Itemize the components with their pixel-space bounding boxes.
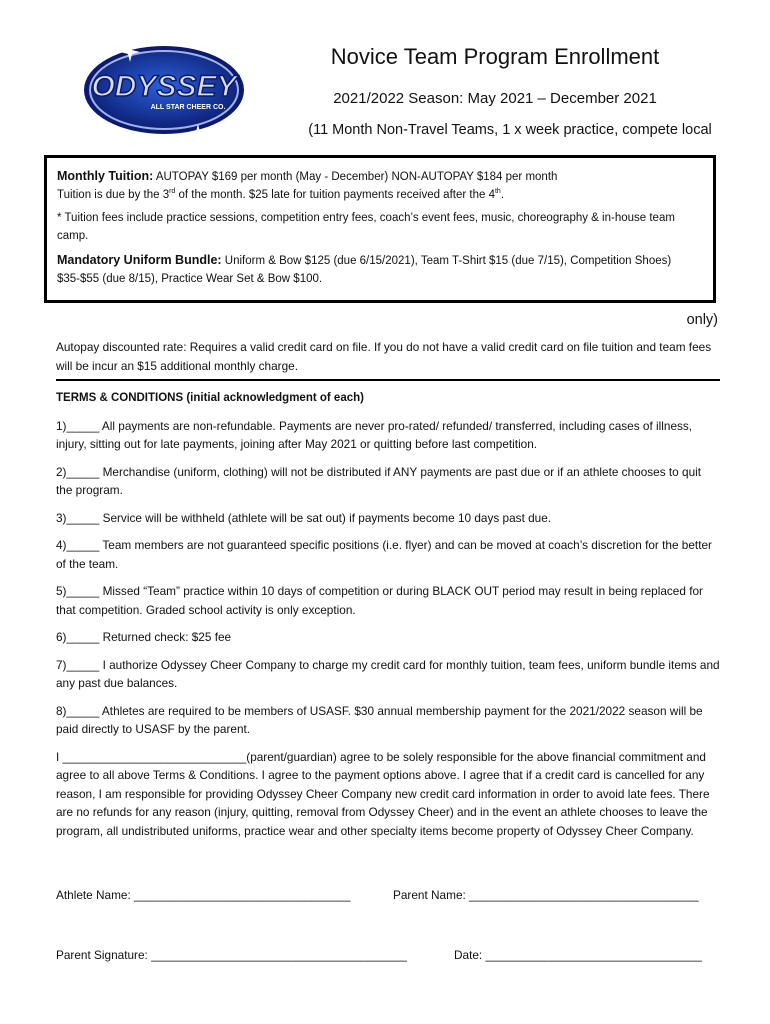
terms-heading: TERMS & CONDITIONS (initial acknowledgment of each): [56, 392, 364, 404]
page-title: Novice Team Program Enrollment: [330, 44, 660, 69]
tuition-box: [44, 155, 716, 303]
term-item: 7)_____ I authorize Odyssey Cheer Company to charge my credit card for monthly tuition, team fees, uniform bundle items and any past due balances.: [56, 657, 720, 690]
program-description: (11 Month Non-Travel Teams, 1 x week practice, compete local: [308, 122, 712, 138]
term-item: 2)_____ Merchandise (uniform, clothing) will not be distributed if ANY payments are past due or if an athlete chooses to quit the program.: [56, 464, 702, 497]
sup-rd: rd: [169, 188, 176, 196]
tuition-due-a: Tuition is due by the 3: [57, 189, 170, 201]
term-item: 4)_____ Team members are not guaranteed specific positions (i.e. flyer) and can be moved at coach’s discretion for the better of the team.: [56, 538, 712, 571]
uniform-label: Mandatory Uniform Bundle:: [57, 253, 222, 267]
logo-wordmark: ODYSSEY: [91, 70, 237, 103]
athlete-name-field[interactable]: Athlete Name: _________________________________: [56, 888, 351, 902]
term-item: 3)_____ Service will be withheld (athlete will be sat out) if payments become 10 days past due.: [56, 510, 552, 525]
parent-name-field[interactable]: Parent Name: ___________________________________: [393, 888, 699, 902]
term-item: 8)_____ Athletes are required to be members of USASF. $30 annual membership payment for the 2021/2022 season will be paid directly to USASF by the parent.: [56, 703, 703, 736]
autopay-note: Autopay discounted rate: Requires a valid credit card on file. If you do not have a valid credit card on file tuition and team fees will be incur an $15 additional monthly charge.: [56, 340, 712, 373]
document-body: [56, 338, 720, 849]
season-line: 2021/2022 Season: May 2021 – December 2021: [333, 90, 657, 107]
term-item: 1)_____ All payments are non-refundable. Payments are never pro-rated/ refunded/ transferred, including cases of illness, injury, sitting out for late payments, joining after May 2021 or quitting before last competition.: [56, 418, 693, 451]
sup-th: th: [494, 188, 501, 196]
odyssey-logo: [80, 36, 248, 140]
tuition-text: AUTOPAY $169 per month (May - December) NON-AUTOPAY $184 per month: [153, 171, 558, 183]
logo-tagline: ALL STAR CHEER CO.: [150, 104, 226, 111]
tuition-label: Monthly Tuition:: [57, 169, 154, 183]
uniform-text: Uniform & Bow $125 (due 6/15/2021), Team T-Shirt $15 (due 7/15), Competition Shoes) $35-$55 (due 8/15), Practice Wear Set & Bow $100.: [57, 255, 672, 285]
parent-signature-field[interactable]: Parent Signature: _______________________________________: [56, 948, 407, 962]
program-description-end: only): [686, 312, 718, 328]
date-field[interactable]: Date: _________________________________: [454, 948, 702, 962]
term-item: 6)_____ Returned check: $25 fee: [56, 630, 232, 644]
tuition-due-b: of the month. $25 late for tuition payments received after the 4: [175, 189, 495, 201]
tuition-due-c: .: [500, 189, 505, 201]
divider: [56, 379, 720, 381]
fees-note: * Tuition fees include practice sessions, competition entry fees, coach’s event fees, music, choreography & in-house team camp.: [57, 212, 675, 242]
agreement-paragraph: I ____________________________(parent/guardian) agree to be solely responsible for the above financial commitment and agree to all above Terms & Conditions. I agree to the payment options above. I agree that if a credit card is cancelled for any reason, I am responsible for providing Odyssey Cheer Company new credit card information in order to avoid late fees. There are no refunds for any reason (injury, quitting, removal from Odyssey Cheer) and in the event an athlete chooses to leave the program, all undistributed uniforms, practice wear and other specialty items become property of Odyssey Cheer Company.: [56, 749, 710, 838]
term-item: 5)_____ Missed “Team” practice within 10 days of competition or during BLACK OUT period may result in being replaced for that competition. Graded school activity is only exception.: [56, 584, 703, 617]
